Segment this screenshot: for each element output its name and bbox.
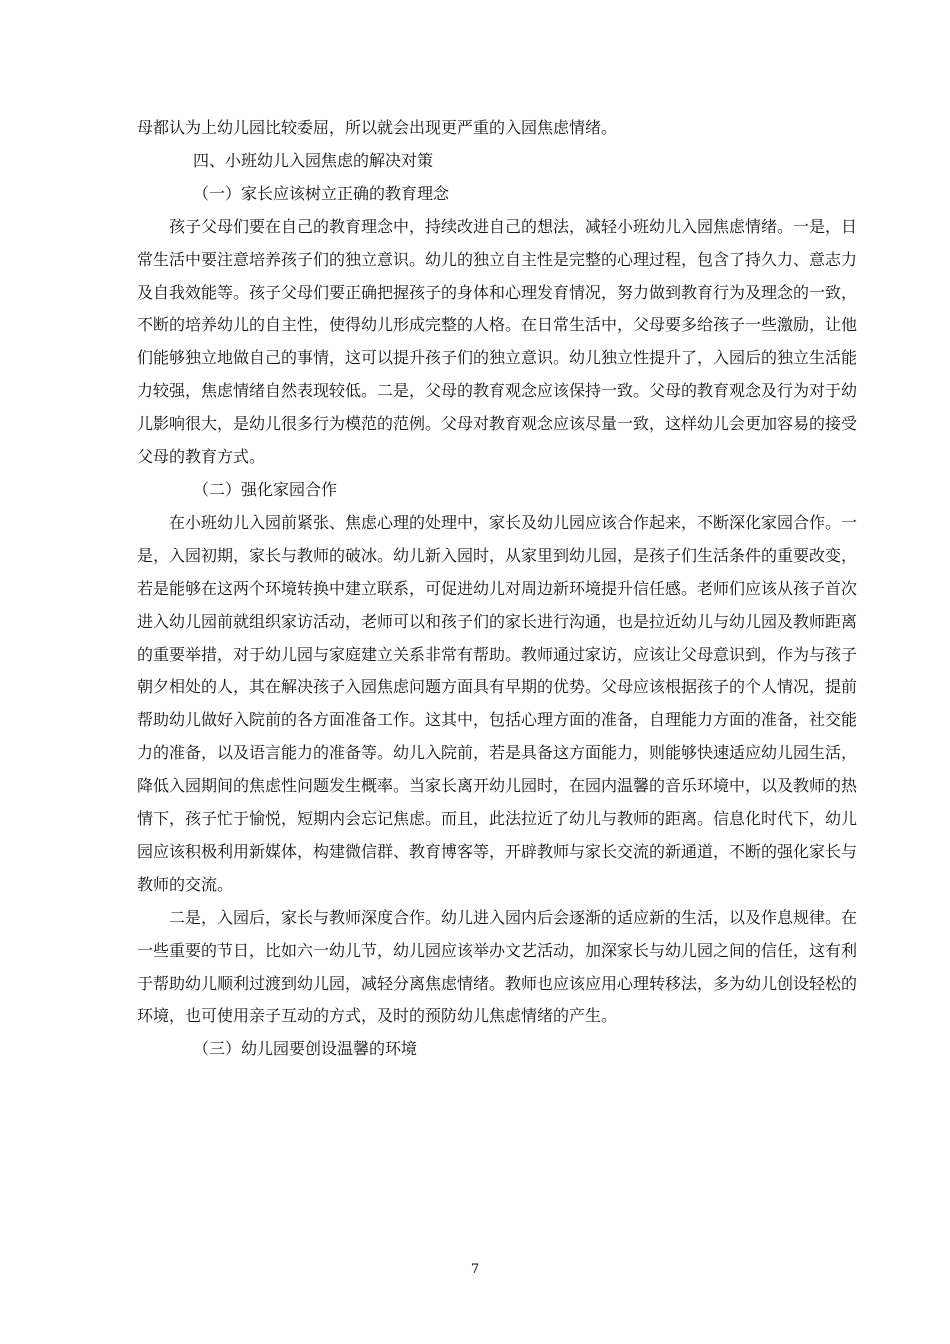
section-heading: 四、小班幼儿入园焦虑的解决对策 xyxy=(193,150,434,170)
paragraph: 在小班幼儿入园前紧张、焦虑心理的处理中，家长及幼儿园应该合作起来，不断深化家园合作。一是，入园初期，家长与教师的破冰。幼儿新入园时，从家里到幼儿园，是孩子们生活条件的重要改变，若是能够在这两个环境转换中建立联系，可促进幼儿对周边新环境提升信任感。老师们应该从孩子首次进入幼儿园前就组织家访活动，老师可以和孩子们的家长进行沟通，也是拉近幼儿与幼儿园及教师距离的重要举措，对于幼儿园与家庭建立关系非常有帮助。教师通过家访，应该让父母意识到，作为与孩子朝夕相处的人，其在解决孩子入园焦虑问题方面具有早期的优势。父母应该根据孩子的个人情况，提前帮助幼儿做好入院前的各方面准备工作。这其中，包括心理方面的准备，自理能力方面的准备，社交能力的准备，以及语言能力的准备等。幼儿入院前，若是具备这方面能力，则能够快速适应幼儿园生活，降低入园期间的焦虑性问题发生概率。当家长离开幼儿园时，在园内温馨的音乐环境中，以及教师的热情下，孩子忙于愉悦，短期内会忘记焦虑。而且，此法拉近了幼儿与教师的距离。信息化时代下，幼儿园应该积极利用新媒体，构建微信群、教育博客等，开辟教师与家长交流的新通道，不断的强化家长与教师的交流。 xyxy=(137,512,858,894)
paragraph-continuation: 母都认为上幼儿园比较委屈，所以就会出现更严重的入园焦虑情绪。 xyxy=(137,118,618,137)
subsection-heading-3: （三）幼儿园要创设温馨的环境 xyxy=(193,1039,418,1059)
paragraph: 二是，入园后，家长与教师深度合作。幼儿进入园内后会逐渐的适应新的生活，以及作息规律。在一些重要的节日，比如六一幼儿节，幼儿园应该举办文艺活动，加深家长与幼儿园之间的信任，这有利于帮助幼儿顺利过渡到幼儿园，减轻分离焦虑情绪。教师也应该应用心理转移法，多为幼儿创设轻松的环境，也可使用亲子互动的方式，及时的预防幼儿焦虑情绪的产生。 xyxy=(137,907,858,1026)
page-number: 7 xyxy=(470,1262,480,1277)
paragraph: 孩子父母们要在自己的教育理念中，持续改进自己的想法，减轻小班幼儿入园焦虑情绪。一是，日常生活中要注意培养孩子们的独立意识。幼儿的独立自主性是完整的心理过程，包含了持久力、意志力及自我效能等。孩子父母们要正确把握孩子的身体和心理发育情况，努力做到教育行为及理念的一致，不断的培养幼儿的自主性，使得幼儿形成完整的人格。在日常生活中，父母要多给孩子一些激励，让他们能够独立地做自己的事情，这可以提升孩子们的独立意识。幼儿独立性提升了，入园后的独立生活能力较强，焦虑情绪自然表现较低。二是，父母的教育观念应该保持一致。父母的教育观念及行为对于幼儿影响很大，是幼儿很多行为模范的范例。父母对教育观念应该尽量一致，这样幼儿会更加容易的接受父母的教育方式。 xyxy=(137,216,858,467)
subsection-heading-2: （二）强化家园合作 xyxy=(193,479,338,499)
body-text xyxy=(137,112,857,1066)
subsection-heading-1: （一）家长应该树立正确的教育理念 xyxy=(193,183,450,203)
